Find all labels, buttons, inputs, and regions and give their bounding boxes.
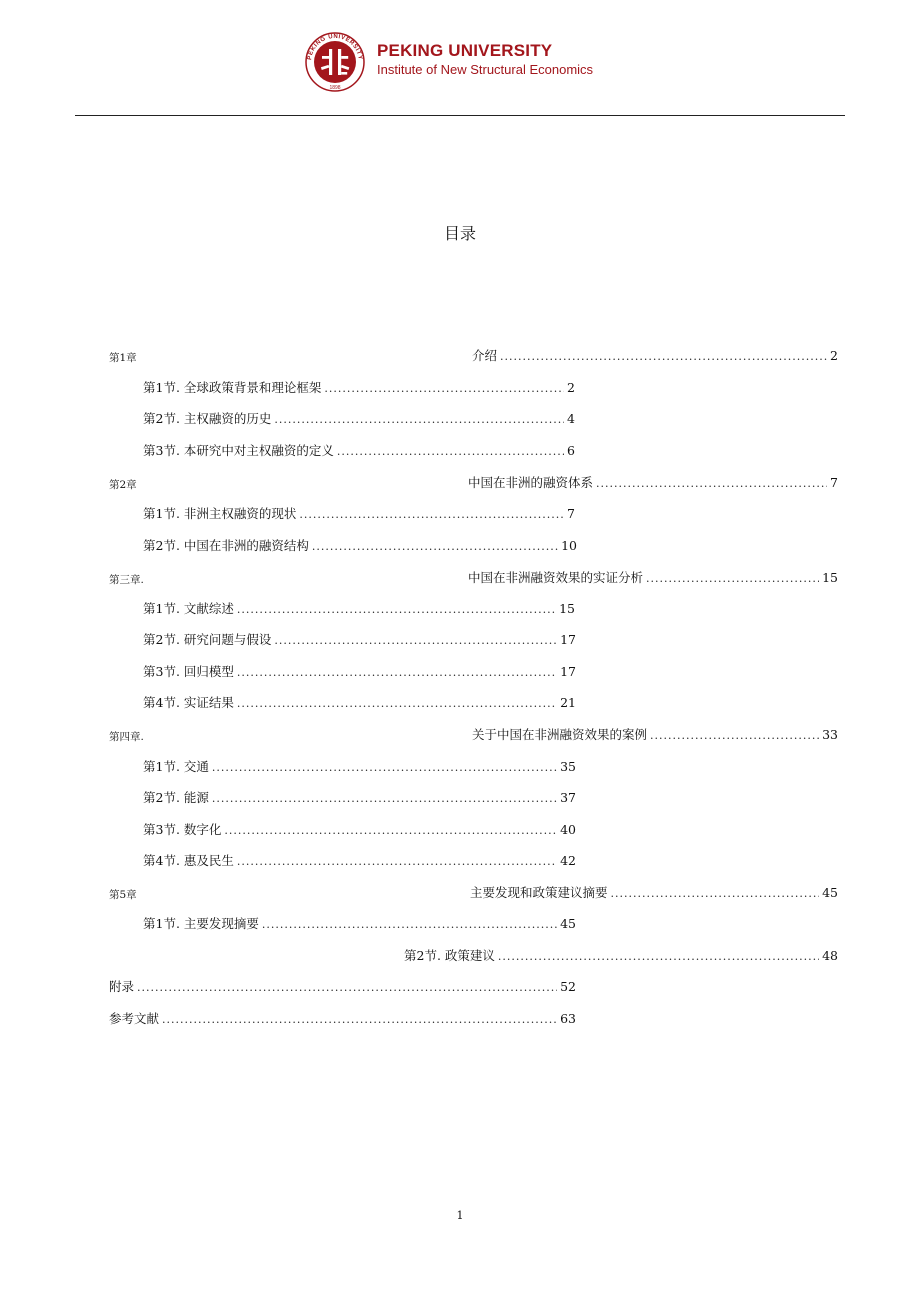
toc-entry-section[interactable]: 第2节. 中国在非洲的融资结构 ..... 10 bbox=[143, 538, 577, 555]
chapter-label: 第5章 bbox=[109, 889, 137, 901]
toc-entry-section[interactable]: 第2节. 主权融资的历史 ..... 4 bbox=[143, 411, 575, 428]
svg-text:1898: 1898 bbox=[329, 85, 341, 91]
toc-entry-references[interactable]: 参考文献 ..... 63 bbox=[109, 1011, 576, 1028]
toc-entry-chapter[interactable]: 关于中国在非洲融资效果的案例 ..... 33 bbox=[472, 727, 838, 744]
toc-entry-section[interactable]: 第2节. 政策建议 ..... 48 bbox=[404, 948, 838, 965]
toc-entry-section[interactable]: 第1节. 文献综述 ..... 15 bbox=[143, 601, 575, 618]
toc-entry-chapter[interactable]: 中国在非洲的融资体系 ..... 7 bbox=[468, 475, 838, 492]
header-divider bbox=[75, 115, 845, 116]
chapter-label: 第1章 bbox=[109, 352, 137, 364]
toc-entry-section[interactable]: 第4节. 惠及民生 ..... 42 bbox=[143, 853, 576, 870]
chapter-label: 第三章. bbox=[109, 574, 144, 586]
peking-university-seal-logo bbox=[305, 32, 365, 92]
page-number: 1 bbox=[456, 1209, 464, 1222]
svg-text:PEKING UNIVERSITY: PEKING UNIVERSITY bbox=[307, 33, 363, 61]
toc-entry-chapter[interactable]: 介绍 ..... 2 bbox=[472, 348, 838, 365]
toc-entry-section[interactable]: 第3节. 回归模型 ..... 17 bbox=[143, 664, 576, 681]
toc-entry-section[interactable]: 第3节. 数字化 ..... 40 bbox=[143, 822, 576, 839]
org-name: PEKING UNIVERSITY bbox=[377, 41, 553, 60]
toc-entry-section[interactable]: 第1节. 全球政策背景和理论框架 ..... 2 bbox=[143, 380, 575, 397]
toc-entry-section[interactable]: 第4节. 实证结果 ..... 21 bbox=[143, 695, 576, 712]
toc-entry-section[interactable]: 第1节. 非洲主权融资的现状 ..... 7 bbox=[143, 506, 575, 523]
toc-entry-section[interactable]: 第1节. 主要发现摘要 ..... 45 bbox=[143, 916, 576, 933]
toc-entry-chapter[interactable]: 主要发现和政策建议摘要 ..... 45 bbox=[470, 885, 838, 902]
org-subtitle: Institute of New Structural Economics bbox=[377, 62, 594, 77]
toc-entry-section[interactable]: 第1节. 交通 ..... 35 bbox=[143, 759, 576, 776]
toc-title: 目录 bbox=[443, 224, 476, 243]
toc-entry-chapter[interactable]: 中国在非洲融资效果的实证分析 ..... 15 bbox=[468, 570, 838, 587]
toc-entry-appendix[interactable]: 附录 ..... 52 bbox=[109, 979, 576, 996]
toc-entry-section[interactable]: 第2节. 研究问题与假设 ..... 17 bbox=[143, 632, 576, 649]
page-header bbox=[0, 0, 920, 118]
toc-entry-section[interactable]: 第3节. 本研究中对主权融资的定义 ..... 6 bbox=[143, 443, 575, 460]
chapter-label: 第2章 bbox=[109, 479, 137, 491]
chapter-label: 第四章. bbox=[109, 731, 144, 743]
toc-entry-section[interactable]: 第2节. 能源 ..... 37 bbox=[143, 790, 576, 807]
